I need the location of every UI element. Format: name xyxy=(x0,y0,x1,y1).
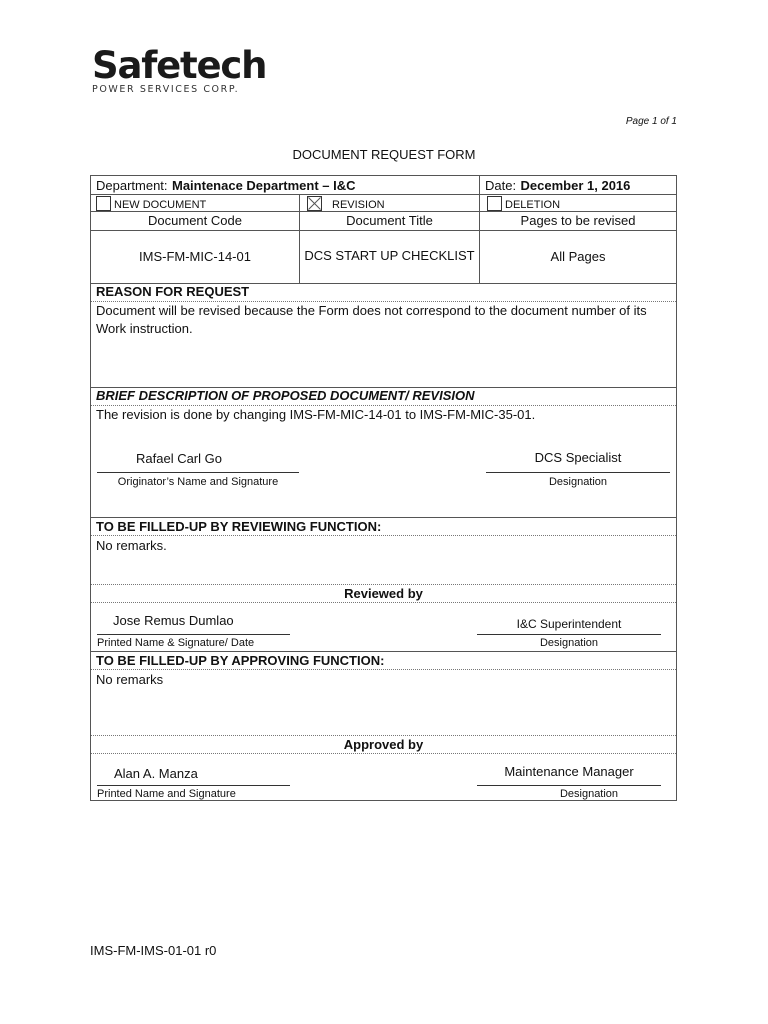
approver-designation-line xyxy=(477,785,661,786)
new-document-option[interactable] xyxy=(91,195,300,211)
column-header-row xyxy=(91,212,676,231)
description-heading-row xyxy=(91,388,676,406)
originator-name: Rafael Carl Go xyxy=(136,451,222,466)
reason-body xyxy=(91,302,676,388)
approver-caption: Printed Name and Signature xyxy=(97,788,236,800)
department-label: Department: xyxy=(96,178,168,193)
revision-checkbox[interactable] xyxy=(307,196,322,211)
approver-signature-line xyxy=(97,785,290,786)
originator-designation-caption: Designation xyxy=(548,476,608,488)
deletion-label: DELETION xyxy=(505,199,561,211)
originator-caption: Originator’s Name and Signature xyxy=(117,476,279,488)
new-document-checkbox[interactable] xyxy=(96,196,111,211)
document-row xyxy=(91,231,676,284)
deletion-option[interactable] xyxy=(480,195,676,211)
logo-name: Safetech xyxy=(92,44,267,87)
date-label: Date: xyxy=(485,178,517,193)
reviewer-name: Jose Remus Dumlao xyxy=(113,613,234,628)
document-pages: All Pages xyxy=(550,249,606,264)
header-row xyxy=(91,176,676,195)
approver-designation: Maintenance Manager xyxy=(504,764,634,779)
reviewer-signature-line xyxy=(97,634,290,635)
revision-option[interactable] xyxy=(300,195,480,211)
description-text: The revision is done by changing IMS-FM-MIC-14-01 to IMS-FM-MIC-35-01. xyxy=(96,407,536,422)
approving-remarks: No remarks xyxy=(96,672,164,687)
originator-signature-line xyxy=(97,472,299,473)
form-title: DOCUMENT REQUEST FORM xyxy=(292,147,476,162)
description-body xyxy=(91,406,676,518)
reviewing-heading: TO BE FILLED-UP BY REVIEWING FUNCTION: xyxy=(96,519,382,534)
deletion-checkbox[interactable] xyxy=(487,196,502,211)
reviewer-designation-caption: Designation xyxy=(539,637,599,649)
description-heading: BRIEF DESCRIPTION OF PROPOSED DOCUMENT/ REVISION xyxy=(96,388,475,403)
page-number: Page 1 of 1 xyxy=(625,116,677,127)
approved-by-label: Approved by xyxy=(343,737,424,752)
col-document-title: Document Title xyxy=(300,212,480,230)
reviewer-row xyxy=(91,603,676,652)
document-code: IMS-FM-MIC-14-01 xyxy=(91,231,300,283)
company-logo xyxy=(92,46,266,95)
col-pages: Pages to be revised xyxy=(520,213,636,228)
reviewer-designation: I&C Superintendent xyxy=(516,617,622,631)
approver-row xyxy=(91,754,676,800)
date-value: December 1, 2016 xyxy=(520,178,631,193)
reason-heading: REASON FOR REQUEST xyxy=(96,284,250,299)
reviewing-remarks: No remarks. xyxy=(96,538,167,553)
approved-by-row xyxy=(91,736,676,754)
department-value: Maintenace Department – I&C xyxy=(172,178,356,193)
col-document-code: Document Code xyxy=(91,212,300,230)
reviewer-designation-line xyxy=(477,634,661,635)
request-form xyxy=(90,175,677,801)
approver-designation-caption: Designation xyxy=(559,788,619,800)
document-title: DCS START UP CHECKLIST xyxy=(300,231,480,283)
footer-document-code: IMS-FM-IMS-01-01 r0 xyxy=(90,943,217,958)
logo-subtitle: POWER SERVICES CORP. xyxy=(92,84,240,95)
reviewing-heading-row xyxy=(91,518,676,536)
date-cell xyxy=(480,176,676,194)
new-document-label: NEW DOCUMENT xyxy=(114,199,207,211)
reviewing-remarks-row xyxy=(91,536,676,585)
originator-designation: DCS Specialist xyxy=(534,450,622,465)
reviewer-caption: Printed Name & Signature/ Date xyxy=(97,637,255,649)
reviewed-by-row xyxy=(91,585,676,603)
reason-text: Document will be revised because the Form does not correspond to the document number of its Work instruction. xyxy=(96,303,647,336)
approving-heading-row xyxy=(91,652,676,670)
department-cell xyxy=(91,176,480,194)
reviewed-by-label: Reviewed by xyxy=(344,586,423,601)
approving-heading: TO BE FILLED-UP BY APPROVING FUNCTION: xyxy=(96,653,385,668)
approving-remarks-row xyxy=(91,670,676,736)
approver-name: Alan A. Manza xyxy=(114,766,198,781)
request-type-row xyxy=(91,195,676,212)
revision-label: REVISION xyxy=(332,199,385,211)
originator-designation-line xyxy=(486,472,670,473)
reason-heading-row xyxy=(91,284,676,302)
